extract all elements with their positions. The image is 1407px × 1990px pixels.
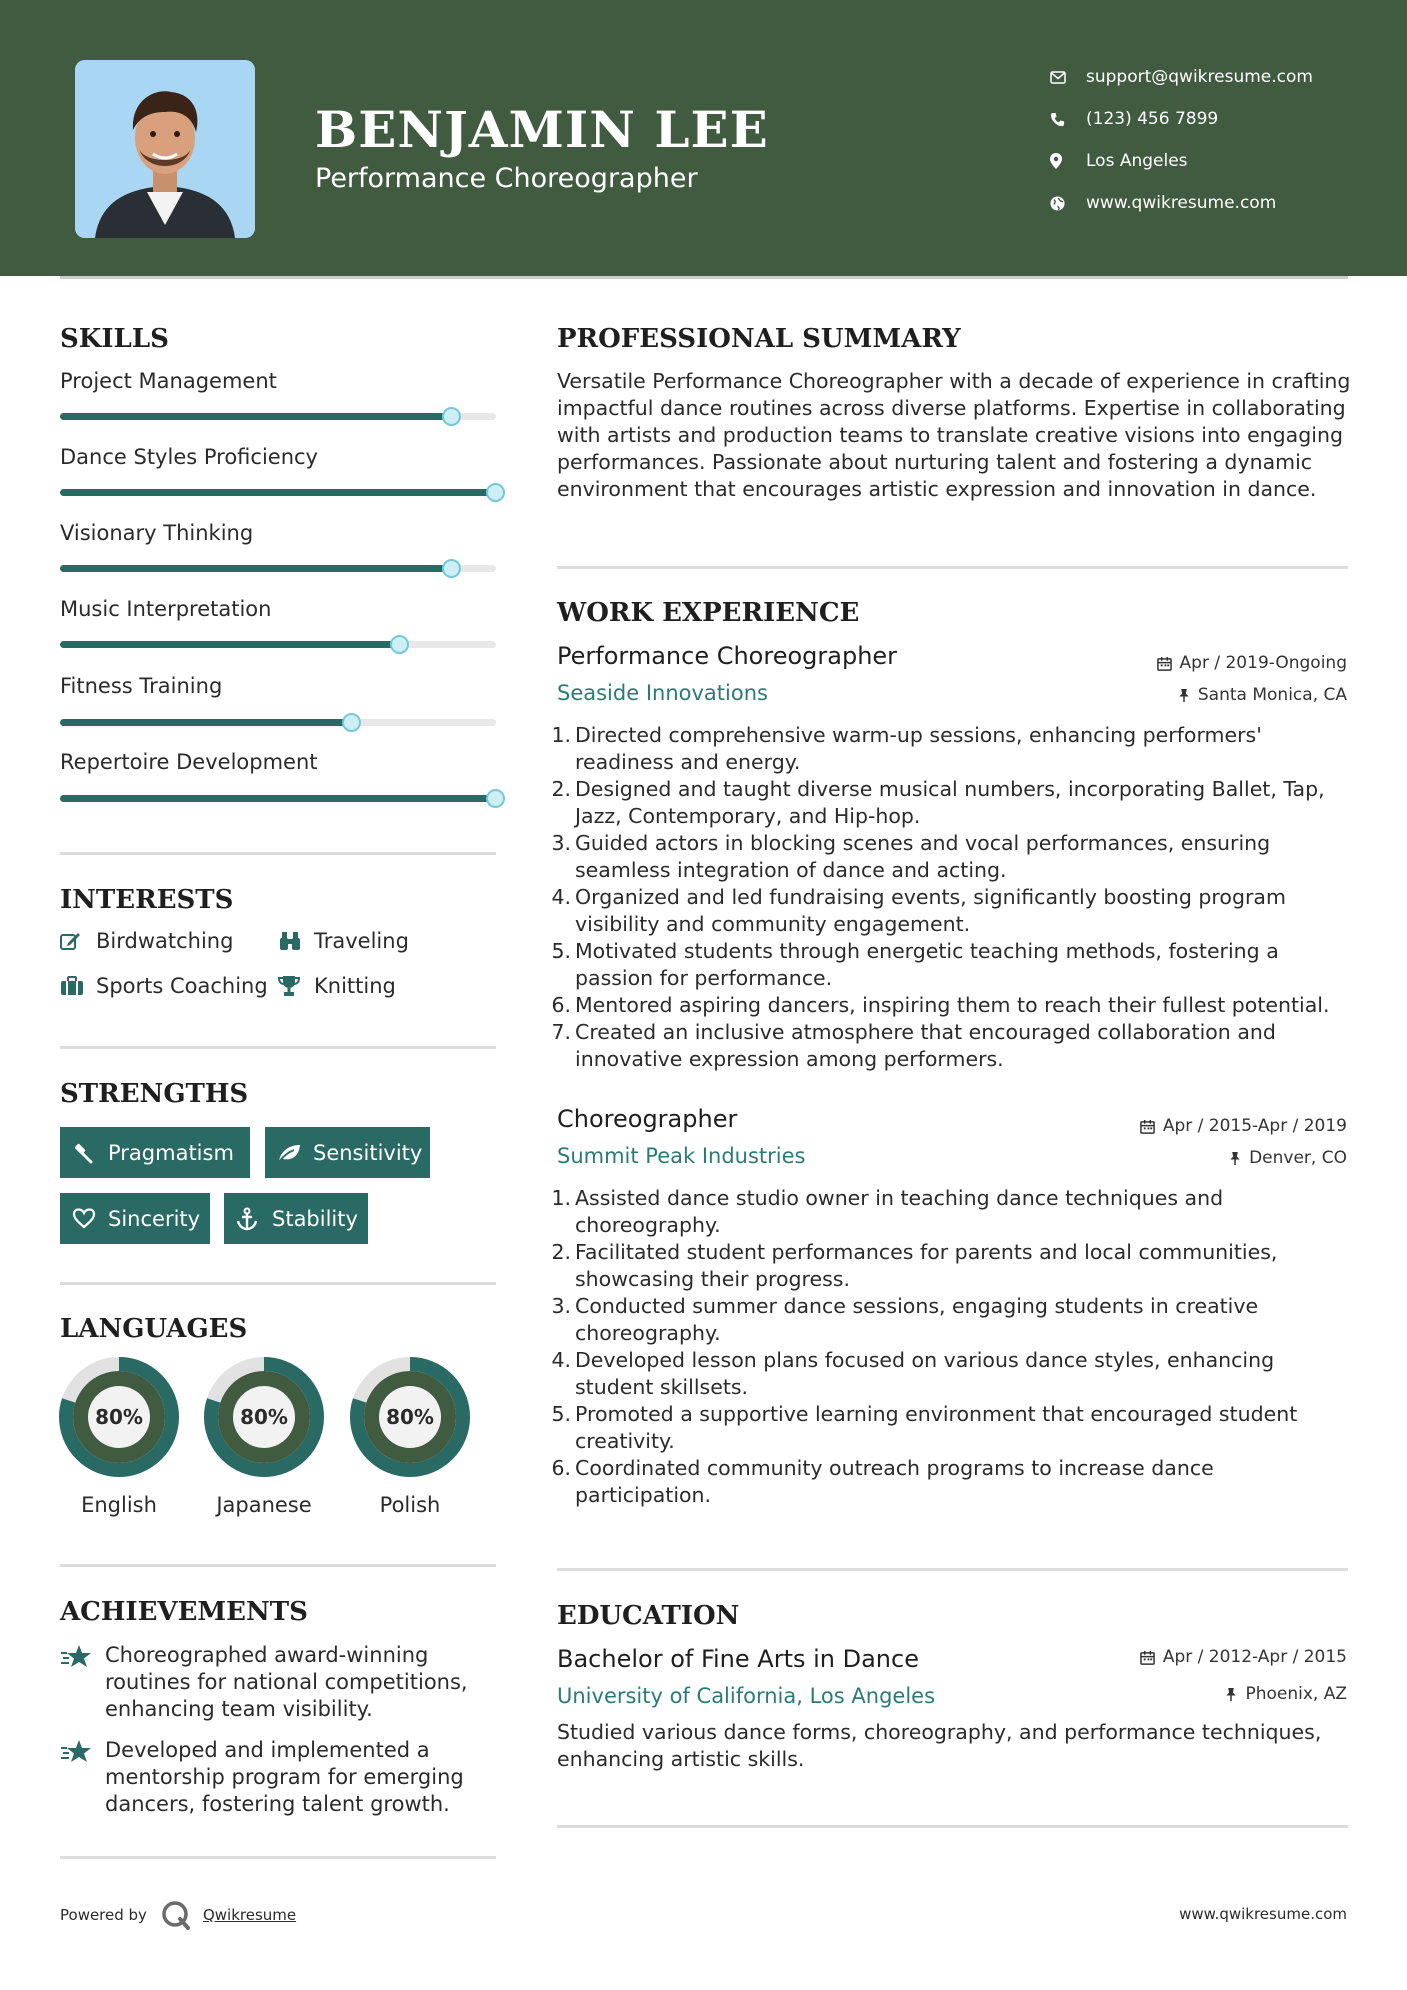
job-location: Santa Monica, CA (1178, 685, 1347, 705)
job-title: Choreographer (557, 1105, 738, 1133)
skill-bar-knob (486, 483, 505, 502)
anchor-icon (236, 1207, 272, 1231)
language-label: Polish (379, 1493, 441, 1517)
skill-bar-knob (486, 789, 505, 808)
star-icon (60, 1737, 105, 1818)
job-bullet (551, 992, 1351, 1019)
interest-item: Sports Coaching (60, 974, 268, 998)
strength-badge: Pragmatism (60, 1127, 250, 1178)
footer-website[interactable]: www.qwikresume.com (1179, 1905, 1347, 1923)
skill-bar (60, 641, 496, 648)
education-degree: Bachelor of Fine Arts in Dance (557, 1645, 919, 1673)
language-gauge (58, 1356, 180, 1478)
language-percent: 80% (95, 1405, 143, 1429)
job-bullet (551, 1239, 1351, 1293)
bullet-text: Conducted summer dance sessions, engaging students in creative choreography. (575, 1294, 1259, 1345)
job-bullet (551, 1455, 1351, 1509)
education-text: Studied various dance forms, choreography, and performance techniques, enhancing artistic skills. (557, 1720, 1322, 1771)
skill-bar (60, 565, 496, 572)
job-company: Seaside Innovations (557, 681, 768, 705)
skill-bar-knob (442, 559, 461, 578)
skill-bar-fill (60, 565, 452, 572)
job-bullet (551, 1185, 1351, 1239)
skill-bar-fill (60, 489, 496, 496)
experience-heading: WORK EXPERIENCE (557, 598, 860, 628)
leaf-icon (277, 1143, 313, 1163)
bullet-number: 6. (551, 1456, 571, 1480)
skill-bar (60, 413, 496, 420)
skill-bar-fill (60, 641, 400, 648)
section-divider (557, 1825, 1348, 1828)
strength-badge: Stability (224, 1193, 368, 1244)
job-date: Apr / 2019-Ongoing (1157, 653, 1347, 673)
contact-phone[interactable]: (123) 456 7899 (1050, 98, 1313, 140)
pushpin-icon (1229, 1151, 1241, 1166)
skill-bar-fill (60, 719, 352, 726)
bullet-text: Directed comprehensive warm-up sessions, enhancing performers' readiness and energy. (575, 723, 1262, 774)
language-percent: 80% (386, 1405, 434, 1429)
interest-item: Knitting (278, 974, 396, 998)
skill-bar-fill (60, 795, 496, 802)
language-label: English (81, 1493, 157, 1517)
edit-icon (60, 931, 96, 951)
job-bullet (551, 1293, 1351, 1347)
binoculars-icon (278, 930, 314, 952)
section-divider (60, 852, 496, 855)
language-ring (203, 1356, 325, 1478)
bullet-number: 4. (551, 1348, 571, 1372)
section-divider (557, 1568, 1348, 1571)
calendar-icon (1140, 1650, 1155, 1665)
skill-label: Fitness Training (60, 674, 223, 698)
resume-header (0, 0, 1407, 276)
map-pin-icon (1050, 153, 1086, 169)
achievements-heading: ACHIEVEMENTS (60, 1597, 308, 1627)
contact-website[interactable]: www.qwikresume.com (1050, 182, 1313, 224)
bullet-text: Organized and led fundraising events, significantly boosting program visibility and community engagement. (575, 885, 1286, 936)
skill-bar-knob (442, 407, 461, 426)
education-heading: EDUCATION (557, 1601, 740, 1631)
bullet-number: 1. (551, 1186, 571, 1210)
envelope-icon (1050, 71, 1086, 84)
section-divider (60, 1046, 496, 1049)
interest-item: Birdwatching (60, 929, 233, 953)
job-bullets (551, 722, 1351, 1073)
education-date: Apr / 2012-Apr / 2015 (1140, 1647, 1347, 1667)
skill-label: Repertoire Development (60, 750, 318, 774)
star-icon (60, 1642, 105, 1723)
section-divider (557, 566, 1348, 569)
section-divider (60, 1856, 496, 1859)
summary-text: Versatile Performance Choreographer with a decade of experience in crafting impactful dance routines across diverse platforms. Expertise in collaborating with artists and production teams to translate creative visions into engaging performances. Passionate about nurturing talent and fostering a dynamic environment that encourages artistic expression and innovation in dance. (557, 369, 1351, 501)
education-school: University of California, Los Angeles (557, 1684, 936, 1708)
skill-label: Visionary Thinking (60, 521, 254, 545)
summary-heading: PROFESSIONAL SUMMARY (557, 324, 961, 354)
contact-location: Los Angeles (1050, 140, 1313, 182)
bullet-text: Coordinated community outreach programs to increase dance participation. (575, 1456, 1214, 1507)
interest-item: Traveling (278, 929, 409, 953)
skill-label: Project Management (60, 369, 277, 393)
job-bullet (551, 722, 1351, 776)
job-bullet (551, 884, 1351, 938)
skill-bar-knob (342, 713, 361, 732)
language-gauge (203, 1356, 325, 1478)
calendar-icon (1157, 656, 1172, 671)
contact-list (1050, 56, 1313, 224)
job-bullet (551, 776, 1351, 830)
bullet-number: 2. (551, 777, 571, 801)
achievement-item: Developed and implemented a mentorship program for emerging dancers, fostering talent growth. (60, 1737, 495, 1818)
bullet-text: Mentored aspiring dancers, inspiring them to reach their fullest potential. (575, 993, 1330, 1017)
phone-icon (1050, 112, 1086, 127)
heart-icon (72, 1208, 108, 1229)
bullet-text: Promoted a supportive learning environment that encouraged student creativity. (575, 1402, 1298, 1453)
globe-icon (1050, 196, 1086, 211)
bullet-number: 1. (551, 723, 571, 747)
job-location: Denver, CO (1229, 1148, 1347, 1168)
bullet-text: Motivated students through energetic teaching methods, fostering a passion for performance. (575, 939, 1279, 990)
skill-label: Music Interpretation (60, 597, 272, 621)
bullet-number: 3. (551, 831, 571, 855)
job-bullets (551, 1185, 1351, 1509)
job-bullet (551, 1347, 1351, 1401)
education-location: Phoenix, AZ (1225, 1684, 1347, 1704)
calendar-icon (1140, 1119, 1155, 1134)
language-gauge (349, 1356, 471, 1478)
skill-bar-fill (60, 413, 452, 420)
job-bullet (551, 830, 1351, 884)
section-divider (60, 1564, 496, 1567)
job-company: Summit Peak Industries (557, 1144, 806, 1168)
bullet-text: Designed and taught diverse musical numbers, incorporating Ballet, Tap, Jazz, Contemporary, and Hip-hop. (575, 777, 1325, 828)
bullet-number: 6. (551, 993, 571, 1017)
qwikresume-logo-icon (161, 1900, 191, 1930)
skills-heading: SKILLS (60, 324, 169, 354)
bullet-number: 5. (551, 1402, 571, 1426)
interests-heading: INTERESTS (60, 885, 234, 915)
achievement-item: Choreographed award-winning routines for national competitions, enhancing team visibility. (60, 1642, 495, 1723)
language-percent: 80% (240, 1405, 288, 1429)
bullet-text: Guided actors in blocking scenes and vocal performances, ensuring seamless integration of dance and acting. (575, 831, 1271, 882)
bullet-text: Assisted dance studio owner in teaching dance techniques and choreography. (575, 1186, 1224, 1237)
language-ring (58, 1356, 180, 1478)
profile-photo (75, 60, 255, 238)
skill-bar (60, 489, 496, 496)
qwikresume-link[interactable]: Qwikresume (202, 1906, 297, 1924)
strength-badge: Sensitivity (265, 1127, 430, 1178)
skill-label: Dance Styles Proficiency (60, 445, 318, 469)
job-bullet (551, 938, 1351, 992)
bullet-text: Facilitated student performances for parents and local communities, showcasing their progress. (575, 1240, 1278, 1291)
trophy-icon (278, 975, 314, 997)
bullet-number: 4. (551, 885, 571, 909)
job-bullet (551, 1019, 1351, 1073)
skill-bar (60, 795, 496, 802)
candidate-name: BENJAMIN LEE (315, 100, 769, 159)
briefcase-icon (60, 976, 96, 996)
language-label: Japanese (216, 1493, 312, 1517)
job-date: Apr / 2015-Apr / 2019 (1140, 1116, 1347, 1136)
bullet-number: 3. (551, 1294, 571, 1318)
bullet-text: Developed lesson plans focused on various dance styles, enhancing student skillsets. (575, 1348, 1275, 1399)
footer-powered-by: Powered by Qwikresume (60, 1900, 296, 1930)
strengths-heading: STRENGTHS (60, 1079, 249, 1109)
gavel-icon (72, 1142, 108, 1164)
job-bullet (551, 1401, 1351, 1455)
bullet-number: 5. (551, 939, 571, 963)
header-divider (60, 276, 1348, 279)
skill-bar-knob (390, 635, 409, 654)
section-divider (60, 1282, 496, 1285)
pushpin-icon (1178, 688, 1190, 703)
bullet-text: Created an inclusive atmosphere that encouraged collaboration and innovative expression among performers. (575, 1020, 1276, 1071)
languages-heading: LANGUAGES (60, 1314, 248, 1344)
language-ring (349, 1356, 471, 1478)
candidate-role: Performance Choreographer (315, 163, 698, 194)
skill-bar (60, 719, 496, 726)
contact-email[interactable]: support@qwikresume.com (1050, 56, 1313, 98)
pushpin-icon (1225, 1687, 1237, 1702)
bullet-number: 2. (551, 1240, 571, 1264)
job-title: Performance Choreographer (557, 642, 898, 670)
strength-badge: Sincerity (60, 1193, 210, 1244)
bullet-number: 7. (551, 1020, 571, 1044)
